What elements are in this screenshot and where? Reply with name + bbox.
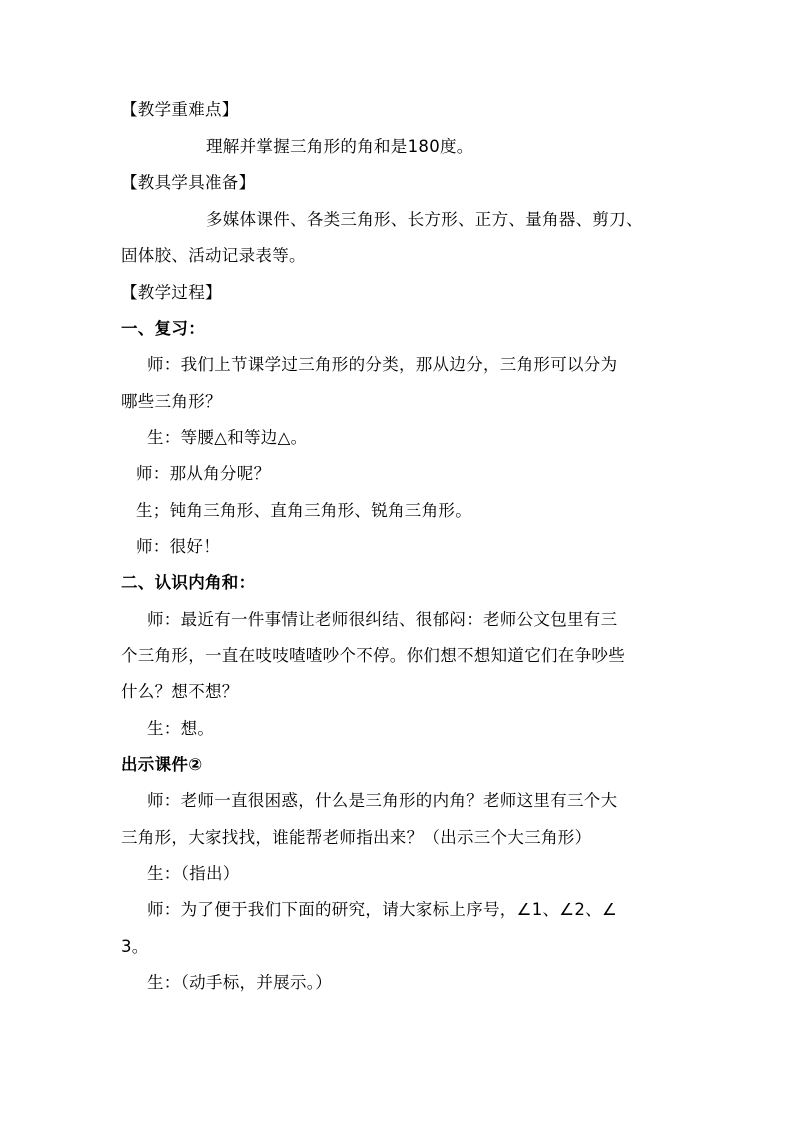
teacher-line-6-cont: 3。 bbox=[121, 937, 149, 956]
section-heading-materials: 【教具学具准备】 bbox=[121, 173, 256, 192]
teacher-line-1: 师：我们上节课学过三角形的分类，那从边分，三角形可以分为 bbox=[147, 355, 618, 374]
teacher-line-2: 师：那从角分呢？ bbox=[136, 464, 271, 483]
courseware-heading: 出示课件② bbox=[121, 755, 203, 774]
teacher-line-4-cont-2: 什么？想不想？ bbox=[121, 682, 239, 701]
subsection-heading-review: 一、复习： bbox=[121, 319, 205, 338]
subsection-heading-interior-angles: 二、认识内角和： bbox=[121, 573, 256, 592]
teacher-line-6: 师：为了便于我们下面的研究，请大家标上序号，∠1、∠2、∠ bbox=[147, 900, 618, 919]
key-points-text: 理解并掌握三角形的角和是180度。 bbox=[206, 137, 474, 156]
materials-text-line-2: 固体胶、活动记录表等。 bbox=[121, 246, 306, 265]
student-line-1: 生：等腰△和等边△。 bbox=[147, 428, 308, 447]
section-heading-process: 【教学过程】 bbox=[121, 283, 222, 302]
teacher-line-5: 师：老师一直很困惑，什么是三角形的内角？老师这里有三个大 bbox=[147, 791, 618, 810]
teacher-line-1-cont: 哪些三角形？ bbox=[121, 392, 222, 411]
student-line-4: 生：（指出） bbox=[147, 864, 240, 883]
materials-text-line-1: 多媒体课件、各类三角形、长方形、正方、量角器、剪刀、 bbox=[206, 210, 643, 229]
student-line-2: 生；钝角三角形、直角三角形、锐角三角形。 bbox=[136, 501, 472, 520]
teacher-line-5-cont: 三角形，大家找找，谁能帮老师指出来？（出示三个大三角形） bbox=[121, 828, 592, 847]
student-line-5: 生：（动手标，并展示。） bbox=[147, 973, 333, 992]
section-heading-key-points: 【教学重难点】 bbox=[121, 100, 239, 119]
teacher-line-3: 师：很好！ bbox=[136, 537, 220, 556]
teacher-line-4-cont-1: 个三角形，一直在吱吱喳喳吵个不停。你们想不想知道它们在争吵些 bbox=[121, 646, 625, 665]
student-line-3: 生：想。 bbox=[147, 719, 215, 738]
teacher-line-4: 师：最近有一件事情让老师很纠结、很郁闷：老师公文包里有三 bbox=[147, 610, 618, 629]
